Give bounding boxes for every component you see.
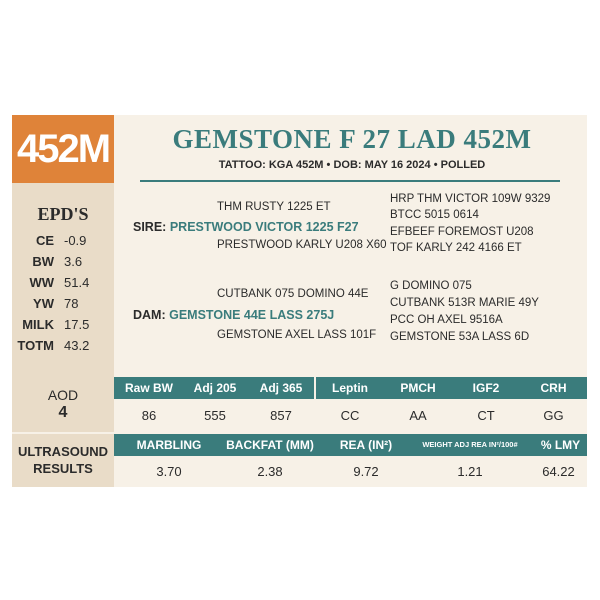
lot-number: 452M — [12, 115, 114, 183]
epd-label: BW — [32, 254, 54, 269]
epd-label: YW — [33, 296, 54, 311]
epd-value: 43.2 — [64, 338, 90, 353]
pedigree-dam — [133, 308, 334, 322]
dam-name: GEMSTONE 44E LASS 275J — [169, 308, 335, 322]
epd-row-bw — [12, 254, 114, 272]
ultrasound-label-line1: ULTRASOUND — [17, 444, 109, 459]
bull-card — [12, 115, 587, 487]
epd-label: TOTM — [17, 338, 54, 353]
header-adj-365: Adj 365 — [259, 381, 303, 395]
value-adj-205: 555 — [204, 408, 226, 423]
aod-value: 4 — [58, 404, 68, 421]
value-rea: 9.72 — [353, 464, 379, 479]
aod-label: AOD — [47, 387, 79, 403]
header-rea: REA (IN²) — [339, 438, 393, 452]
weights-genetics-header — [114, 377, 587, 399]
header-adj-205: Adj 205 — [193, 381, 237, 395]
dam-label: DAM: — [133, 308, 166, 322]
header-raw-bw: Raw BW — [125, 381, 173, 395]
value-adj-365: 857 — [270, 408, 292, 423]
pedigree-sss: HRP THM VICTOR 109W 9329 — [390, 193, 551, 205]
epd-row-yw — [12, 296, 114, 314]
value-leptin: CC — [340, 408, 360, 423]
epd-value: 17.5 — [64, 317, 90, 332]
ultrasound-panel — [12, 434, 114, 487]
header-lmy: % LMY — [540, 438, 581, 452]
value-lmy: 64.22 — [542, 464, 575, 479]
epd-row-ww — [12, 275, 114, 293]
pedigree-dsd: CUTBANK 513R MARIE 49Y — [390, 297, 539, 309]
epd-value: 78 — [64, 296, 79, 311]
header-igf2: IGF2 — [472, 381, 500, 395]
epd-label: WW — [29, 275, 54, 290]
epd-panel — [12, 183, 114, 377]
header-weight-adj-rea: WEIGHT ADJ REA IN²/100# — [422, 440, 518, 449]
header-marbling: MARBLING — [136, 438, 202, 452]
ultrasound-label — [12, 443, 114, 477]
pedigree-sds: EFBEEF FOREMOST U208 — [390, 226, 534, 238]
header-leptin: Leptin — [332, 381, 368, 395]
animal-details: TATTOO: KGA 452M • DOB: MAY 16 2024 • POLLED — [218, 159, 486, 171]
value-crh: GG — [543, 408, 564, 423]
pedigree-sire — [133, 220, 359, 234]
pedigree-dam-dam: GEMSTONE AXEL LASS 101F — [217, 329, 377, 341]
title-divider — [140, 180, 560, 182]
header-backfat: BACKFAT (MM) — [226, 438, 314, 452]
ultrasound-label-line2: RESULTS — [33, 461, 93, 476]
epd-label: MILK — [22, 317, 54, 332]
pedigree-dam-sire: CUTBANK 075 DOMINO 44E — [217, 288, 369, 300]
epd-row-ce — [12, 233, 114, 251]
pedigree-dss: G DOMINO 075 — [390, 280, 472, 292]
value-pmch: AA — [409, 408, 427, 423]
pedigree-ssd: BTCC 5015 0614 — [390, 209, 479, 221]
epd-row-totm — [12, 338, 114, 356]
epd-value: 51.4 — [64, 275, 90, 290]
epd-value: -0.9 — [64, 233, 87, 248]
value-igf2: CT — [477, 408, 495, 423]
epd-value: 3.6 — [64, 254, 83, 269]
value-marbling: 3.70 — [156, 464, 182, 479]
ultrasound-header — [114, 434, 587, 456]
aod-panel — [12, 377, 114, 432]
header-crh: CRH — [540, 381, 567, 395]
pedigree-ddd: GEMSTONE 53A LASS 6D — [390, 331, 530, 343]
epd-label: CE — [35, 233, 54, 248]
animal-name: GEMSTONE F 27 LAD 452M — [172, 124, 532, 154]
header-pmch: PMCH — [400, 381, 436, 395]
value-backfat: 2.38 — [257, 464, 283, 479]
pedigree-sire-dam: PRESTWOOD KARLY U208 X60 — [217, 239, 387, 251]
value-weight-adj-rea: 1.21 — [457, 464, 483, 479]
value-raw-bw: 86 — [141, 408, 157, 423]
sire-label: SIRE: — [133, 220, 167, 234]
pedigree-sire-sire: THM RUSTY 1225 ET — [217, 201, 331, 213]
pedigree-dds: PCC OH AXEL 9516A — [390, 314, 503, 326]
epd-heading: EPD'S — [37, 204, 89, 224]
epd-row-milk — [12, 317, 114, 335]
pedigree-sdd: TOF KARLY 242 4166 ET — [390, 242, 522, 254]
sire-name: PRESTWOOD VICTOR 1225 F27 — [169, 220, 359, 234]
